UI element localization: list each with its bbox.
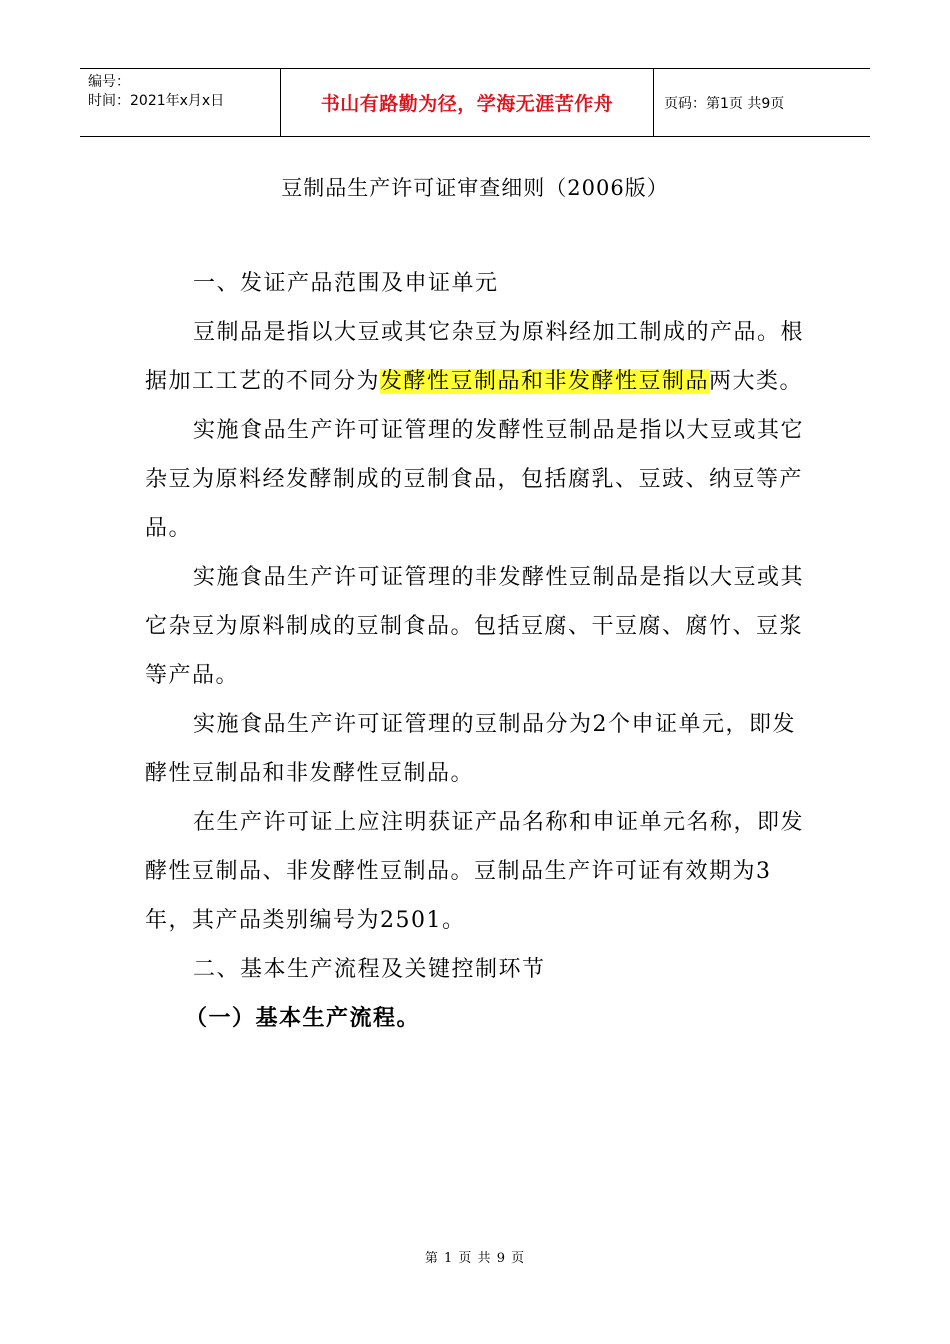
motto-text: 书山有路勤为径，学海无涯苦作舟 [320, 93, 614, 115]
header-meta-cell [80, 69, 281, 136]
document-body [145, 259, 810, 1043]
highlighted-text: 发酵性豆制品和非发酵性豆制品 [380, 369, 710, 394]
header-table [80, 68, 870, 137]
paragraph-4: 实施食品生产许可证管理的豆制品分为2个申证单元，即发酵性豆制品和非发酵性豆制品。 [145, 712, 796, 786]
number-label: 编号： [88, 74, 130, 90]
time-label: 时间：2021年x月x日 [88, 93, 225, 109]
header-motto-cell [281, 69, 654, 136]
paragraph-1-end: 两大类。 [709, 369, 804, 394]
section2-heading: 二、基本生产流程及关键控制环节 [193, 957, 546, 982]
paragraph-1-text: 豆制品是指以大豆或其它杂豆为原料经加工制成的产品。根据加工工艺的不同分为 [145, 320, 805, 394]
paragraph-5: 在生产许可证上应注明获证产品名称和申证单元名称，即发酵性豆制品、非发酵性豆制品。豆制品生产许可证有效期为3年，其产品类别编号为2501。 [145, 810, 805, 933]
subsection1-heading: （一）基本生产流程。 [185, 1006, 421, 1031]
paragraph-2: 实施食品生产许可证管理的发酵性豆制品是指以大豆或其它杂豆为原料经发酵制成的豆制食品，包括腐乳、豆豉、纳豆等产品。 [145, 418, 805, 541]
paragraph-1 [145, 308, 810, 406]
section1-heading: 一、发证产品范围及申证单元 [193, 271, 499, 296]
document-title: 豆制品生产许可证审查细则（2006版） [281, 176, 669, 200]
header-page-info: 页码：第1页 共9页 [664, 95, 785, 112]
page-footer: 第 1 页 共 9 页 [424, 1251, 526, 1266]
paragraph-3: 实施食品生产许可证管理的非发酵性豆制品是指以大豆或其它杂豆为原料制成的豆制食品。包括豆腐、干豆腐、腐竹、豆浆等产品。 [145, 565, 805, 688]
